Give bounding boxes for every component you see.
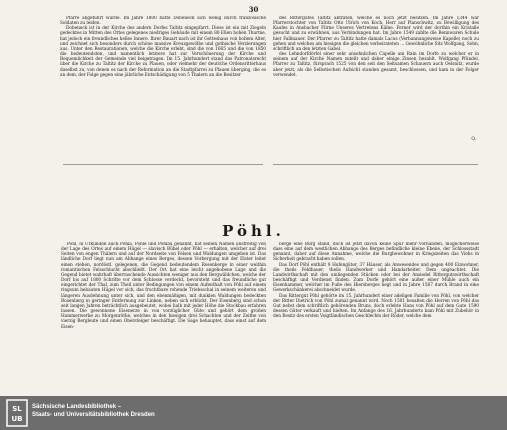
paragraph: berge eine Burg stand, doch ist jetzt davon keine Spur mehr vorhanden, möglicherweise dass eine auf dem westlichen Abhange des Berges befindliche kleine Ebene, der Schlossstadt genannt, daher auf diese Annahme, welche die Burgbewohner in Kriegszeiten das Viehs in Sicherheit gebracht haben sollen. xyxy=(273,242,479,263)
bottom-left-column xyxy=(61,242,266,394)
library-logo-icon xyxy=(6,399,28,427)
paragraph: Pöhl, in Urkunden auch Pöhla, Pöhle und Pöhlau genannt, hat seinen Namen unstreitig von der Lage des Ortes auf einem Hügel — slavisch Bühel oder Pöhl — erhalten, welcher auf drei Seiten von engen Thälern und auf der Nordseite von Felsen und Waldungen umgeben ist. Das ländliche Dorf liegt nun am Abhange eines Berges, dessen Vorbergung mit der Elster leitet einen stehen, nordöstl. gelegenen, die Gegend bedeutendem Rosenberge in einer weithin romantischen Felsschlucht abschließt. Der Ort hat eine leicht angehobene Lage und die Gegend bietet wahrhaft überraschende Aussichten weniger aus den Bergwäldchen, welche der Dorf bis auf 1800 Schritte vor dem Schlosse verdeckt, bevorsteht und das freundliche gut eingerichtet der Thal, zum Theil unter Bedingungen von einem Aufenthalt von Pöhl auf einem ringsum bebauten Hügel vor sich, das fruchtbare rohende Triebsschal in seinem weiteren und längeren Ausdehnung unter sich, und den ebenmäßigen, mit dunklen Waldungen bedeckten Rosenberg in geringer Entfernung zur Linken, neben sich erblickt. Der Eisenberg sind schon seit langen Jahren beträchtlich ausgebeutet, wobei halb mit jeder Höhe die Stockbau erfahren lassen. Die gewonnene Eisenerze in von vorzüglicher Güte und gehört dem großen Hammerwerke zu Morgenröthe, welches in den hiesigen drei Schachten und der Zeithe von vierzig Bergleute und einen Obersteiger beschäftigt. Die Sage behauptet, dass einst auf dem Eisen- xyxy=(61,242,266,330)
svg-text:SL: SL xyxy=(12,405,22,413)
paragraph: Pfarre abgeführt wurde. Im Jahre 1800 hatte Dobeneck sich wenig durch französische Soldaten zu leiden. xyxy=(60,16,266,27)
svg-text:UB: UB xyxy=(11,415,23,423)
footer-line-2: Staats- und Universitätsbibliothek Dresden xyxy=(32,412,155,418)
paragraph: des Lehndorfdörfel einer sehr ansehnlichen Capelle am Rain im Dorfe zu welcher er in seinem auf der Kirche Namen zuteilt und daher einige Zinsen bezahlt. Wolfgang Pfündel, Pfarrer zu Taltitz, fürsprach 1525 von den seit den Seltsamen Schauern auch Oelsnitz, wurde aber jetzt, als die Selbstischen Aufsicht standen gesamt, beschlossen, und kam in der Folger verwendet. xyxy=(273,52,479,78)
footer-line-1: Sächsische Landesbibliothek – xyxy=(32,404,122,410)
bottom-right-column xyxy=(273,242,479,394)
paragraph: Dobeneck ist in der Kirche des andern Dorfes Taltitz eingepfarrt. Diese ist ein mit Ziegeln gedecktes in Mitten des Ortes gelegenes niedriges Gebäude mit einem 80 Ellen hohen Thurme, hat jedoch ein freundliches helles Innere. Ihrer Bauart nach ist ihr Gotteshaus von hohem Alter, und zeichnet sich besonders durch schöne massive Kreuzgewölbe und gothische Verzierungen aus. Unter den Restaurationen, welche die Kirche erlebt, sind die von 1665 und die von 1850 die bedeutendsten, und namentlich letztere hat zur Verschönerung der Kirche und Bequemlichkeit der Gemeinde viel beigetragen. Im 15. Jahrhundert stand das Patronatsrecht über die Kirche zu Taltitz der Kirche zu Plauen, oder vielmehr der deutsche Ordensritterhaus daselbst zu, von denen es nach der Reformation an die Stadtpfarrei zu Plauen überging, die es an dem, der Folge gegen eine jährliche Entschädigung von 5 Thalern an die Besitzer xyxy=(60,26,266,78)
divider-rule xyxy=(63,164,263,165)
library-footer xyxy=(0,396,507,430)
paragraph: Das Dorf Pöhl enthält 9 Hufengüter, 37 Häuser, als Anwesendes und gegen 400 Einwohner, die theils Feldbauer, theils Handwerker und Handarbeiter. Dem ungeachtet. Die Landwirthschaft mit den umliegenden Stücken oder bei der Ansiedel Rittergutswirthschaft beschäftigt und Verdienst finden. Zum Dorfe gehört eine außer einer Mühle auch ein Eisenhammer, welcher im Fuße des Hiersberges liegt und in Jahre 1567 durch Brand in eine Gewerkschänkerei abschneidet wurde. xyxy=(273,262,479,294)
author-signoff: O. xyxy=(471,137,476,142)
paragraph: des Rittergutes Taltitz abtraten, welche es noch jetzt besitzen. Im Jahre 1344 war Pfarrerstochter von Taltitz Otto Ulrich von Koch, Herr auf Planschwitz, zu Bewilligung des Kaufes in Ansbacher Flirne Unseres Vertretens Kälne. Ferner wird der dorthin ein Kristalle gesucht und zu erwähnen, aus Verbindungen hat. Im Jahre 1549 zahlte die Rennwaren Schule hier Fallmauer. Der Pfarrer zu Taltitz hatte damals Lacus (Verbannungsweise Kapelle) noch zu gehen und welches am hiesigen die gleichen verheirateten ... Gewöhnliche Sitz Wolfgang, Sohn, schriftlich an den letzten Gabel. xyxy=(273,16,479,52)
section-title: Pöhl. xyxy=(222,222,285,240)
top-left-column xyxy=(60,16,266,162)
page-number: 30 xyxy=(248,5,259,14)
paragraph: Das Rittergut Pöhl gehörte im 15. Jahrhundert einer adeligen Familie von Pöhl, von welcher der Ritter Dietrich von Pöhl zumal genannt wird. Noch 1501 besaßen die Herren von Pöhl das Gut nebst dem schriftlich gehörenden Bruns, doch erlebte Hans von Pöhl auf dem Gute 1590 dessen Güter verkauft und hielten. Im Anfange des 16. Jahrhunderts kam Pöhl mit Zubehör in den Besitz des ersten Voigtländischen Geschlechts der Röder, welche dem xyxy=(273,293,479,320)
top-right-column xyxy=(273,16,479,146)
divider-rule xyxy=(273,164,478,165)
